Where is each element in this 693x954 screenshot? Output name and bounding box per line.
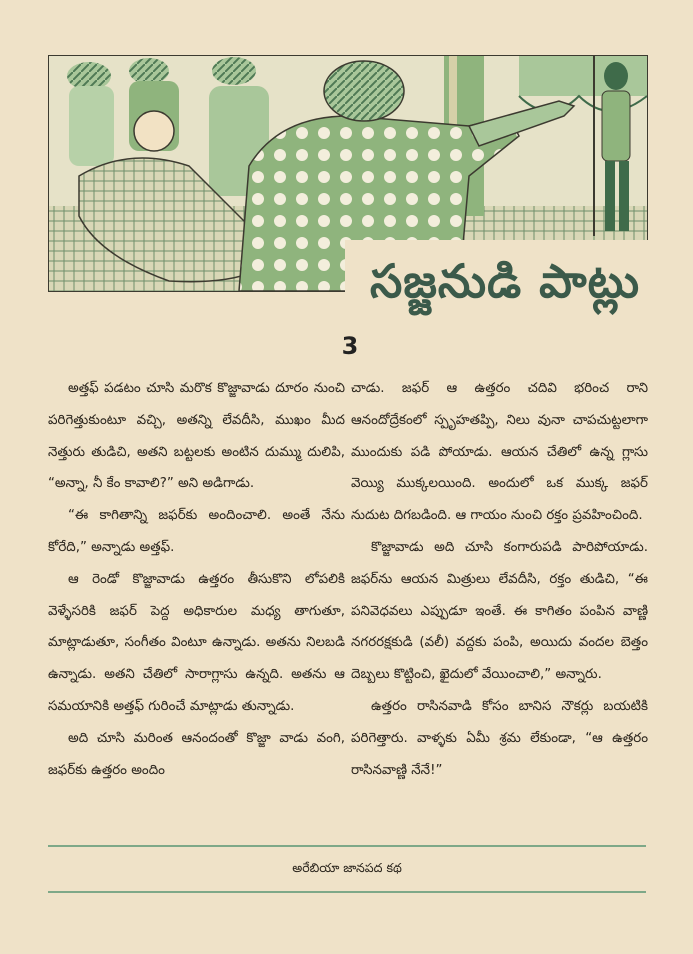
footer-rule-bottom bbox=[48, 891, 646, 893]
paragraph: అది చూసి మరింత ఆనందంతో కొజ్జా వాడు వంగి, జఫర్‌కు ఉత్తరం అందిం bbox=[48, 730, 345, 778]
paragraph: “ఈ కాగితాన్ని జఫర్‌కు అందించాలి. అంతే నేను కోరేది,” అన్నాడు అత్తఫ్. bbox=[48, 508, 345, 555]
footer-rule-top bbox=[48, 845, 646, 847]
story-title: సజ్జనుడి పాట్లు bbox=[369, 254, 641, 308]
left-column bbox=[48, 373, 345, 786]
paragraph: అత్తఫ్ పడటం చూసి మరొక కొజ్జావాడు దూరం నుంచి పరిగెత్తుకుంటూ వచ్చి, అతన్ని లేవదీసి, ముఖం మీద నెత్తురు తుడిచి, అతని బట్టలకు అంటిన దుమ్ము దులిపి, “అన్నా, నీ కేం కావాలి?” అని అడిగాడు. bbox=[48, 381, 345, 492]
paragraph: కొజ్జావాడు అది చూసి కంగారుపడి పారిపోయాడు. జఫర్‌ను ఆయన మిత్రులు లేవదీసి, రక్తం తుడిచి, “ఈ పనివెధవలు ఎప్పుడూ ఇంతే. ఈ కాగితం పంపిన వాణ్ణి నగరరక్షకుడి (వలీ) వద్దకు పంపి, అయిదు వందల బెత్తం దెబ్బలు కొట్టించి, ఖైదులో వేయించాలి,” అన్నారు. bbox=[351, 539, 648, 683]
paragraph: ఉత్తరం రాసినవాడి కోసం బానిస నౌకర్లు బయటికి పరిగెత్తారు. వాళ్ళకు ఏమీ శ్రమ లేకుండా, “ఆ ఉత్తరం రాసినవాణ్ణి నేనే!” bbox=[351, 698, 648, 778]
paragraph: ఆ రెండో కొజ్జావాడు ఉత్తరం తీసుకొని లోపలికి వెళ్ళేసరికి జఫర్ పెద్ద అధికారుల మధ్య తాగుతూ, మాట్లాడుతూ, సంగీతం వింటూ ఉన్నాడు. అతను నిలబడి ఉన్నాడు. అతని చేతిలో సారాగ్లాసు ఉన్నది. అతను ఆ సమయానికి అత్తఫ్ గురించే మాట్లాడు తున్నాడు. bbox=[48, 571, 345, 714]
footer-label: అరేబియా జానపద కథ bbox=[292, 860, 402, 875]
part-number: 3 bbox=[341, 332, 359, 360]
paragraph: చాడు. జఫర్ ఆ ఉత్తరం చదివి భరించ రాని ఆనందోద్రేకంలో స్పృహతప్పి, నిలు వునా చాపచుట్టలాగా ముందుకు పడి పోయాడు. ఆయన చేతిలో ఉన్న గ్లాసు వెయ్యి ముక్కలయింది. అందులో ఒక ముక్క జఫర్ నుదుట దిగబడింది. ఆ గాయం నుంచి రక్తం ప్రవహించింది. bbox=[351, 381, 648, 524]
right-column bbox=[351, 373, 648, 786]
